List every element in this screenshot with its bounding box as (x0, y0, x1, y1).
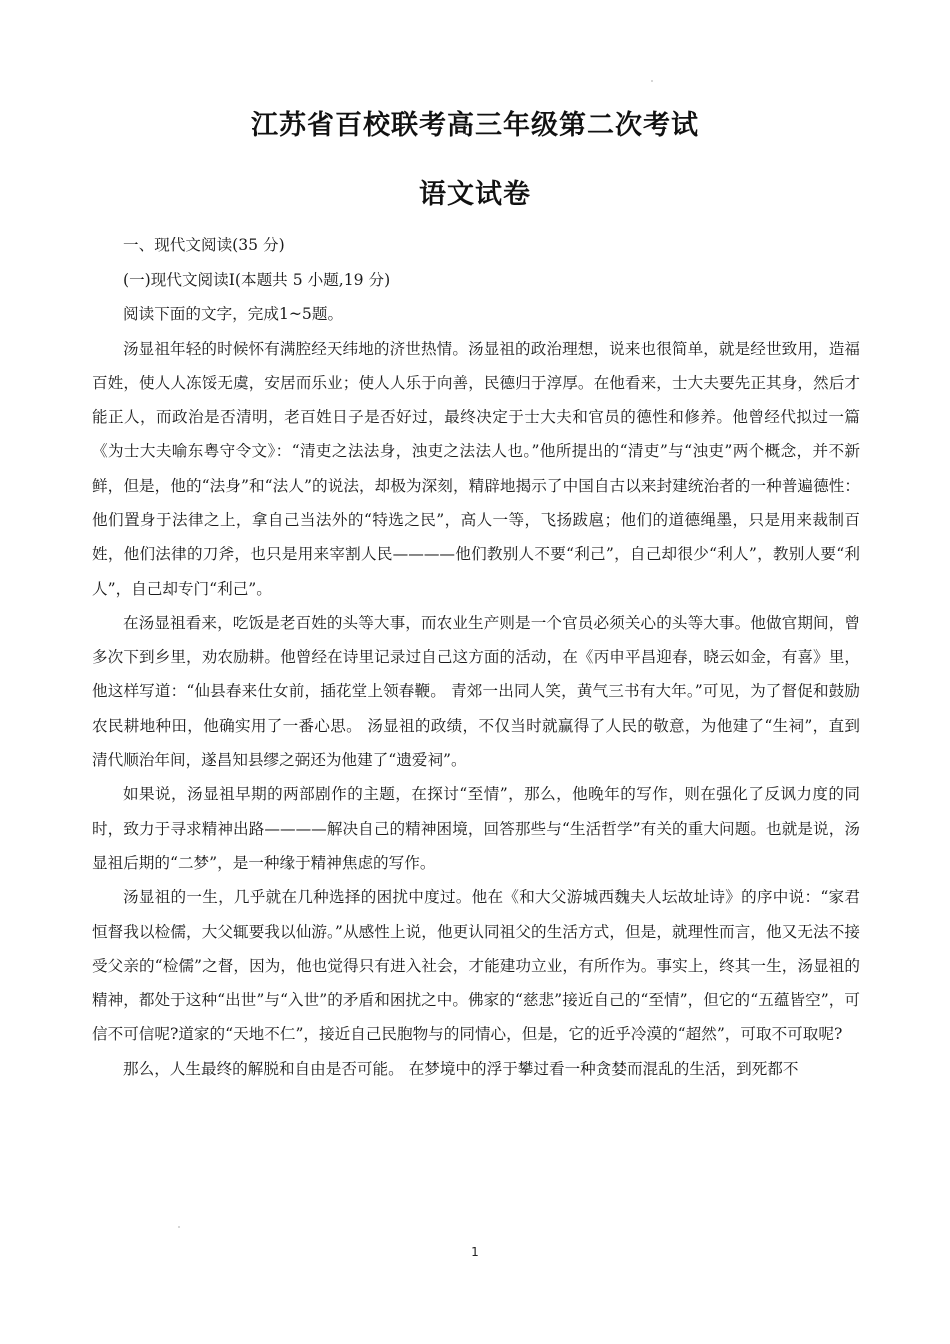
passage-paragraph-4: 汤显祖的一生，几乎就在几种选择的困扰中度过。他在《和大父游城西魏夫人坛故址诗》的序中说：“家君恒督我以检儒，大父辄要我以仙游。”从感性上说，他更认同祖父的生活方式，但是，就理性而言，他又无法不接受父亲的“检儒”之督，因为，他也觉得只有进入社会，才能建功立业，有所作为。事实上，终其一生，汤显祖的精神，都处于这种“出世”与“入世”的矛盾和困扰之中。佛家的“慈悲”接近自己的“至情”，但它的“五蕴皆空”，可信不可信呢?道家的“天地不仁”，接近自己民胞物与的同情心，但是，它的近乎冷漠的“超然”，可取不可取呢? (92, 888, 860, 1044)
passage-paragraph-3: 如果说，汤显祖早期的两部剧作的主题，在探讨“至情”，那么，他晚年的写作，则在强化了反讽力度的同时，致力于寻求精神出路————解决自己的精神困境，回答那些与“生活哲学”有关的重大问题。也就是说，汤显祖后期的“二梦”，是一种缘于精神焦虑的写作。 (92, 785, 860, 872)
section-heading: 一、现代文阅读(35 分) (123, 236, 285, 254)
passage-paragraph-2: 在汤显祖看来，吃饭是老百姓的头等大事，而农业生产则是一个官员必须关心的头等大事。他做官期间，曾多次下到乡里，劝农励耕。他曾经在诗里记录过自己这方面的活动，在《丙申平昌迎春，晓云如金，有喜》里，他这样写道：“仙县春来仕女前，插花堂上领春鞭。 青郊一出同人笑，黄气三书有大年。”可见，为了督促和鼓励农民耕地种田，他确实用了一番心思。 汤显祖的政绩，不仅当时就赢得了人民的敬意，为他建了“生祠”，直到清代顺治年间，遂昌知县缪之弼还为他建了“遗爱祠”。 (92, 613, 860, 770)
scan-speck (651, 80, 653, 82)
passage-paragraph-1: 汤显祖年轻的时候怀有满腔经天纬地的济世热情。汤显祖的政治理想，说来也很简单，就是经世致用，造福百姓，使人人冻馁无虞，安居而乐业；使人人乐于向善，民德归于淳厚。在他看来，士大夫要先正其身，然后才能正人，而政治是否清明，老百姓日子是否好过，最终决定于士大夫和官员的德性和修养。他曾经代拟过一篇《为士大夫喻东粤守令文》：“清吏之法法身，浊吏之法法人也。”他所提出的“清吏”与“浊吏”两个概念，并不新鲜，但是，他的“法身”和“法人”的说法，却极为深刻，精辟地揭示了中国自古以来封建统治者的一种普遍德性：他们置身于法律之上，拿自己当法外的“特选之民”，高人一等，飞扬跋扈；他们的道德绳墨，只是用来裁制百姓，他们法律的刀斧，也只是用来宰割人民————他们教别人不要“利己”，自己却很少“利人”，教别人要“利人”，自己却专门“利己”。 (92, 339, 860, 598)
exam-subtitle: 语文试卷 (419, 179, 531, 210)
section-subheading: (一)现代文阅读Ⅰ(本题共 5 小题,19 分) (123, 270, 391, 289)
reading-instruction: 阅读下面的文字，完成1~5题。 (123, 305, 344, 323)
scan-speck (178, 1226, 180, 1228)
page-number: 1 (471, 1245, 479, 1259)
document-body (92, 228, 860, 1086)
exam-title: 江苏省百校联考高三年级第二次考试 (251, 110, 699, 141)
passage-paragraph-5: 那么，人生最终的解脱和自由是否可能。 在梦境中的浮于攀过看一种贪婪而混乱的生活，到死都不 (123, 1059, 799, 1078)
